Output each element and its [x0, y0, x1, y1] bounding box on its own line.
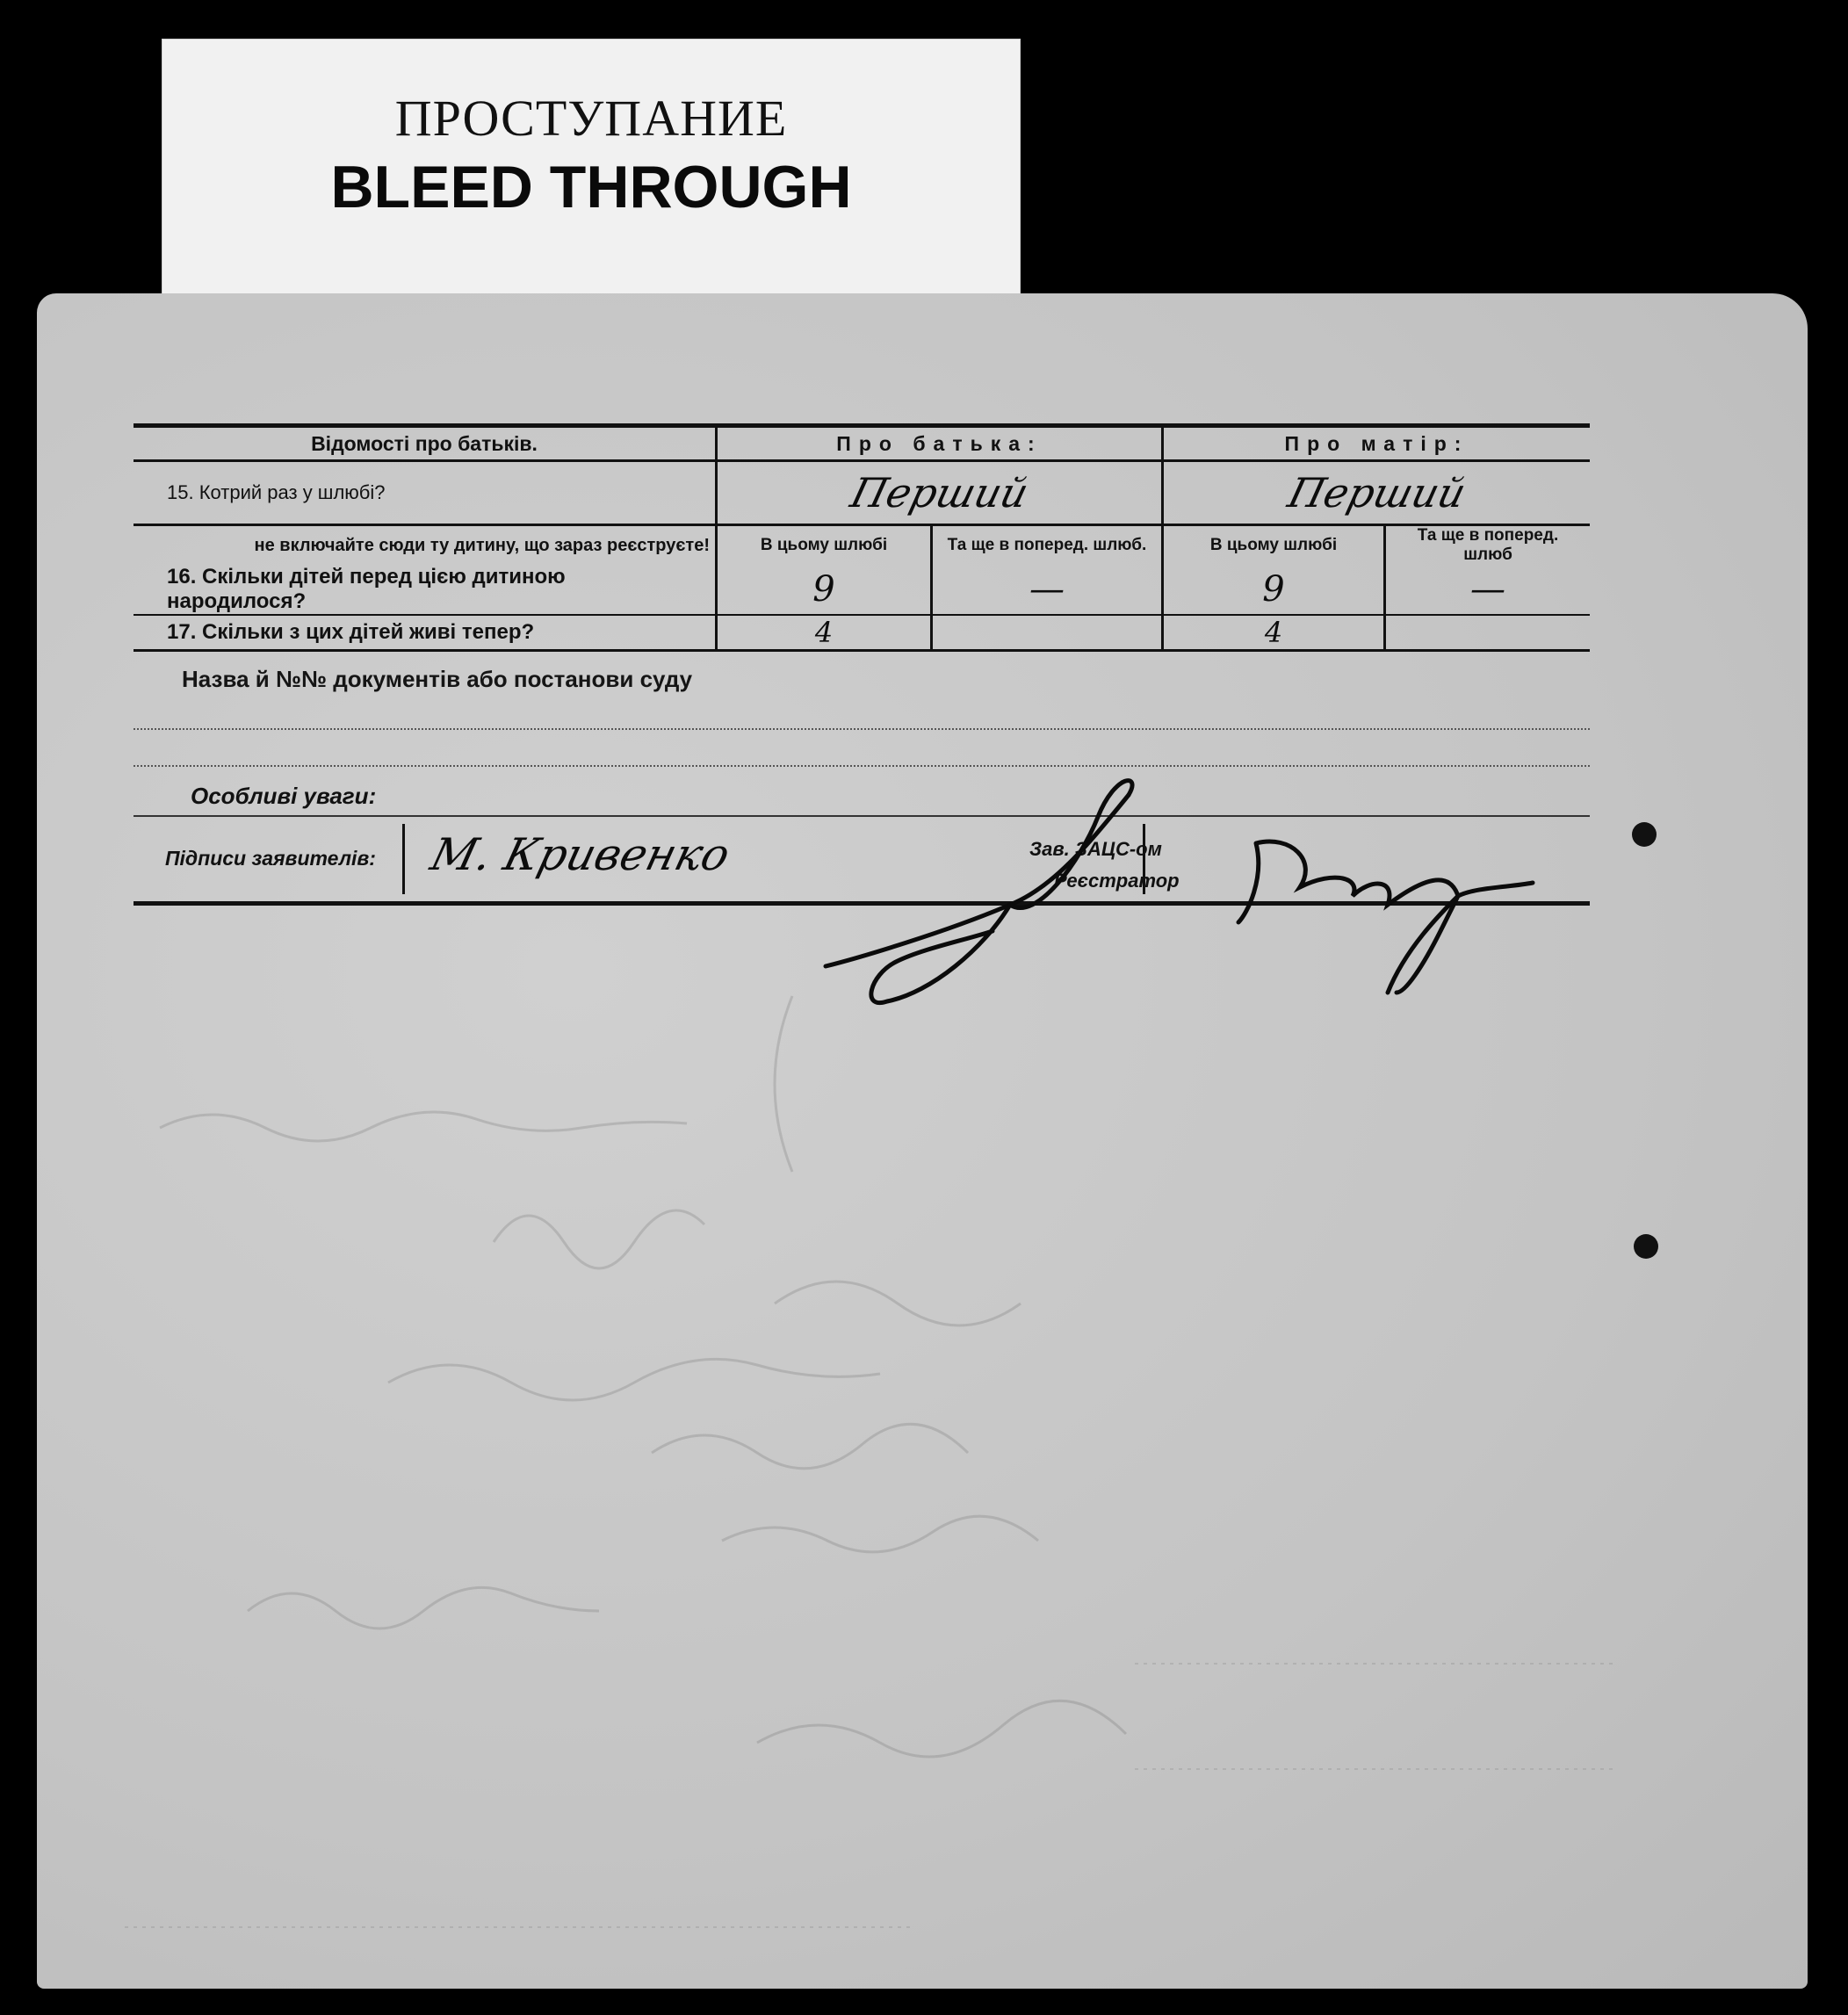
- q16-father-prev: —: [1029, 569, 1065, 610]
- applicant-signature: М. Кривенко: [425, 829, 735, 880]
- head-zags-label: Зав. ЗАЦС-ом: [1029, 838, 1162, 860]
- header-father: Про батька:: [717, 426, 1163, 461]
- special-notes-label: Особливі уваги:: [191, 783, 377, 809]
- label-line-1: ПРОСТУПАНИЕ: [394, 90, 788, 147]
- header-mother: Про матір:: [1163, 426, 1591, 461]
- q17-father-this: 4: [814, 616, 834, 649]
- label-line-2: BLEED THROUGH: [330, 154, 852, 220]
- q15-mother-answer: Перший: [1282, 469, 1471, 516]
- applicants-signatures-label: Підписи заявителів:: [165, 847, 376, 870]
- subheader-this-marriage-mother: В цьому шлюбі: [1163, 525, 1385, 566]
- header-parents-info: Відомості про батьків.: [134, 426, 717, 461]
- q15-father-answer: Перший: [845, 469, 1034, 516]
- q16-mother-prev: —: [1470, 569, 1505, 610]
- q16-father-this: 9: [812, 569, 835, 610]
- q15-label: 15. Котрий раз у шлюбі?: [134, 461, 717, 525]
- subheader-prev-marriage-mother: Та ще в поперед. шлюб: [1385, 525, 1591, 566]
- exclude-child-note: не включайте сюди ту дитину, що зараз реєструєте!: [134, 525, 717, 566]
- q16-label: 16. Скільки дітей перед цією дитиною народилося?: [167, 565, 566, 613]
- subheader-this-marriage-father: В цьому шлюбі: [717, 525, 932, 566]
- subheader-prev-marriage-father: Та ще в поперед. шлюб.: [932, 525, 1163, 566]
- registrar-label: Реєстратор: [1054, 870, 1180, 892]
- q17-mother-this: 4: [1264, 616, 1283, 649]
- q16-mother-this: 9: [1262, 569, 1285, 610]
- documents-label: Назва й №№ документів або постанови суду: [182, 666, 693, 692]
- q17-label: 17. Скільки з цих дітей живі тепер?: [134, 615, 717, 651]
